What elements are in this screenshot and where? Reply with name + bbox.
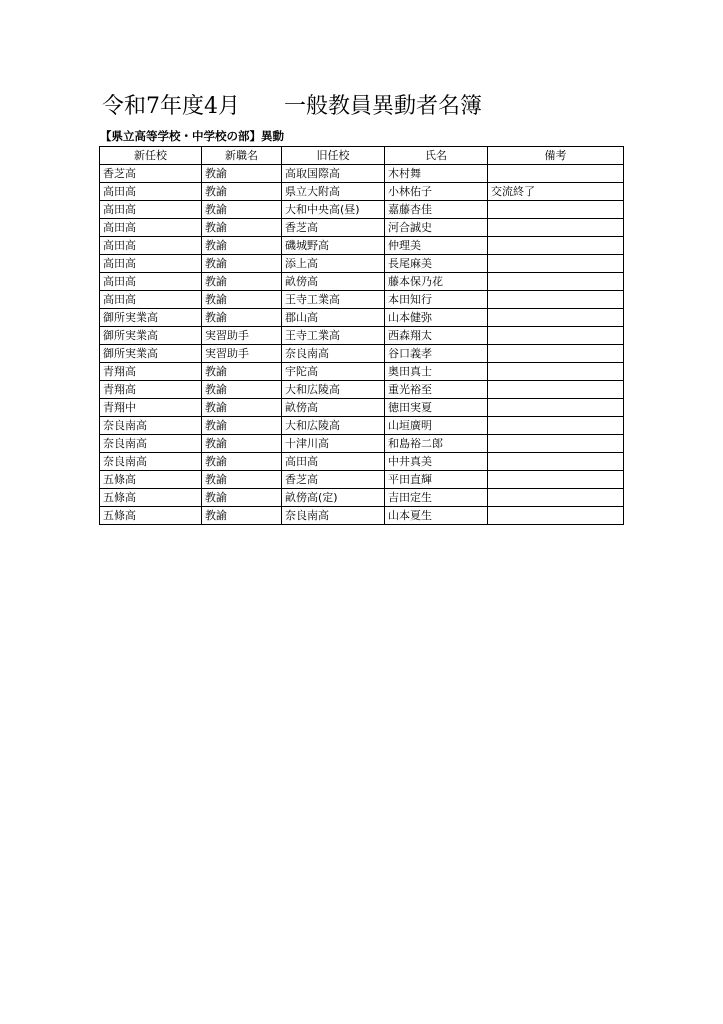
table-row	[100, 273, 624, 291]
cell-new-position: 教諭	[202, 219, 282, 237]
cell-new-position: 教諭	[202, 183, 282, 201]
cell-remarks	[488, 309, 624, 327]
table-row	[100, 381, 624, 399]
cell-former-school: 大和中央高(昼)	[282, 201, 385, 219]
cell-name: 山本健弥	[385, 309, 488, 327]
cell-new-position: 実習助手	[202, 327, 282, 345]
cell-new-school: 青翔中	[100, 399, 202, 417]
cell-new-school: 奈良南高	[100, 417, 202, 435]
table-row	[100, 489, 624, 507]
table-row	[100, 255, 624, 273]
cell-name: 本田知行	[385, 291, 488, 309]
cell-new-position: 教諭	[202, 255, 282, 273]
cell-remarks	[488, 327, 624, 345]
cell-remarks	[488, 291, 624, 309]
table-header	[100, 147, 624, 165]
cell-name: 吉田定生	[385, 489, 488, 507]
cell-former-school: 大和広陵高	[282, 381, 385, 399]
cell-former-school: 奈良南高	[282, 507, 385, 525]
cell-new-position: 教諭	[202, 435, 282, 453]
cell-new-position: 教諭	[202, 417, 282, 435]
cell-new-school: 高田高	[100, 219, 202, 237]
cell-former-school: 県立大附高	[282, 183, 385, 201]
cell-name: 奥田真士	[385, 363, 488, 381]
table-row	[100, 309, 624, 327]
table-row	[100, 237, 624, 255]
cell-new-school: 五條高	[100, 471, 202, 489]
table-row	[100, 435, 624, 453]
cell-former-school: 宇陀高	[282, 363, 385, 381]
cell-new-school: 奈良南高	[100, 435, 202, 453]
cell-former-school: 奈良南高	[282, 345, 385, 363]
cell-new-school: 御所実業高	[100, 309, 202, 327]
cell-new-school: 高田高	[100, 183, 202, 201]
cell-name: 嘉藤杏佳	[385, 201, 488, 219]
cell-name: 仲理美	[385, 237, 488, 255]
cell-new-position: 教諭	[202, 201, 282, 219]
table-row	[100, 363, 624, 381]
cell-name: 河合誠史	[385, 219, 488, 237]
transfer-roster-table	[99, 146, 624, 525]
cell-new-position: 教諭	[202, 381, 282, 399]
cell-former-school: 畝傍高	[282, 273, 385, 291]
cell-new-school: 青翔高	[100, 363, 202, 381]
cell-former-school: 畝傍高	[282, 399, 385, 417]
cell-former-school: 高取国際高	[282, 165, 385, 183]
cell-new-position: 教諭	[202, 165, 282, 183]
cell-former-school: 王寺工業高	[282, 291, 385, 309]
cell-name: 藤本保乃花	[385, 273, 488, 291]
cell-former-school: 香芝高	[282, 219, 385, 237]
cell-new-position: 教諭	[202, 273, 282, 291]
cell-name: 山垣廣明	[385, 417, 488, 435]
column-header-name: 氏名	[385, 147, 488, 165]
table-row	[100, 399, 624, 417]
section-label: 【県立高等学校・中学校の部】異動	[100, 129, 284, 143]
cell-remarks	[488, 237, 624, 255]
cell-new-position: 教諭	[202, 309, 282, 327]
cell-remarks	[488, 363, 624, 381]
cell-former-school: 添上高	[282, 255, 385, 273]
cell-new-position: 教諭	[202, 507, 282, 525]
cell-new-school: 五條高	[100, 489, 202, 507]
table-row	[100, 165, 624, 183]
cell-new-school: 御所実業高	[100, 345, 202, 363]
cell-remarks	[488, 219, 624, 237]
cell-former-school: 高田高	[282, 453, 385, 471]
cell-new-school: 御所実業高	[100, 327, 202, 345]
cell-remarks	[488, 255, 624, 273]
table-row	[100, 327, 624, 345]
cell-remarks	[488, 399, 624, 417]
cell-former-school: 磯城野高	[282, 237, 385, 255]
cell-former-school: 畝傍高(定)	[282, 489, 385, 507]
cell-new-school: 青翔高	[100, 381, 202, 399]
cell-new-position: 実習助手	[202, 345, 282, 363]
cell-new-school: 高田高	[100, 201, 202, 219]
cell-name: 中井真美	[385, 453, 488, 471]
cell-name: 重光裕至	[385, 381, 488, 399]
cell-new-school: 五條高	[100, 507, 202, 525]
column-header-remarks: 備考	[488, 147, 624, 165]
cell-former-school: 王寺工業高	[282, 327, 385, 345]
cell-remarks	[488, 489, 624, 507]
cell-remarks	[488, 273, 624, 291]
cell-former-school: 十津川高	[282, 435, 385, 453]
column-header-new-position: 新職名	[202, 147, 282, 165]
cell-name: 谷口義孝	[385, 345, 488, 363]
cell-new-position: 教諭	[202, 489, 282, 507]
cell-remarks	[488, 453, 624, 471]
cell-new-school: 高田高	[100, 273, 202, 291]
cell-new-position: 教諭	[202, 363, 282, 381]
cell-name: 小林佑子	[385, 183, 488, 201]
cell-remarks	[488, 507, 624, 525]
cell-new-position: 教諭	[202, 471, 282, 489]
cell-remarks	[488, 345, 624, 363]
column-header-former-school: 旧任校	[282, 147, 385, 165]
table-row	[100, 345, 624, 363]
table-row	[100, 291, 624, 309]
cell-former-school: 大和広陵高	[282, 417, 385, 435]
cell-remarks	[488, 471, 624, 489]
cell-new-school: 高田高	[100, 291, 202, 309]
cell-new-school: 高田高	[100, 255, 202, 273]
cell-new-position: 教諭	[202, 291, 282, 309]
cell-remarks: 交流終了	[488, 183, 624, 201]
table-row	[100, 507, 624, 525]
table-row	[100, 471, 624, 489]
cell-name: 和島裕二郎	[385, 435, 488, 453]
table-row	[100, 201, 624, 219]
cell-name: 平田直輝	[385, 471, 488, 489]
table-row	[100, 219, 624, 237]
cell-name: 長尾麻美	[385, 255, 488, 273]
table-body	[100, 165, 624, 525]
table-row	[100, 417, 624, 435]
cell-remarks	[488, 381, 624, 399]
header-row	[100, 147, 624, 165]
cell-new-school: 高田高	[100, 237, 202, 255]
table-row	[100, 453, 624, 471]
cell-remarks	[488, 165, 624, 183]
cell-remarks	[488, 417, 624, 435]
cell-name: 山本夏生	[385, 507, 488, 525]
cell-name: 西森翔太	[385, 327, 488, 345]
cell-new-school: 香芝高	[100, 165, 202, 183]
cell-former-school: 郡山高	[282, 309, 385, 327]
page-title: 令和7年度4月 一般教員異動者名簿	[102, 94, 482, 119]
cell-new-position: 教諭	[202, 453, 282, 471]
cell-name: 徳田実夏	[385, 399, 488, 417]
cell-name: 木村舞	[385, 165, 488, 183]
table-row	[100, 183, 624, 201]
cell-former-school: 香芝高	[282, 471, 385, 489]
column-header-new-school: 新任校	[100, 147, 202, 165]
cell-new-position: 教諭	[202, 237, 282, 255]
cell-remarks	[488, 201, 624, 219]
cell-new-position: 教諭	[202, 399, 282, 417]
cell-new-school: 奈良南高	[100, 453, 202, 471]
cell-remarks	[488, 435, 624, 453]
